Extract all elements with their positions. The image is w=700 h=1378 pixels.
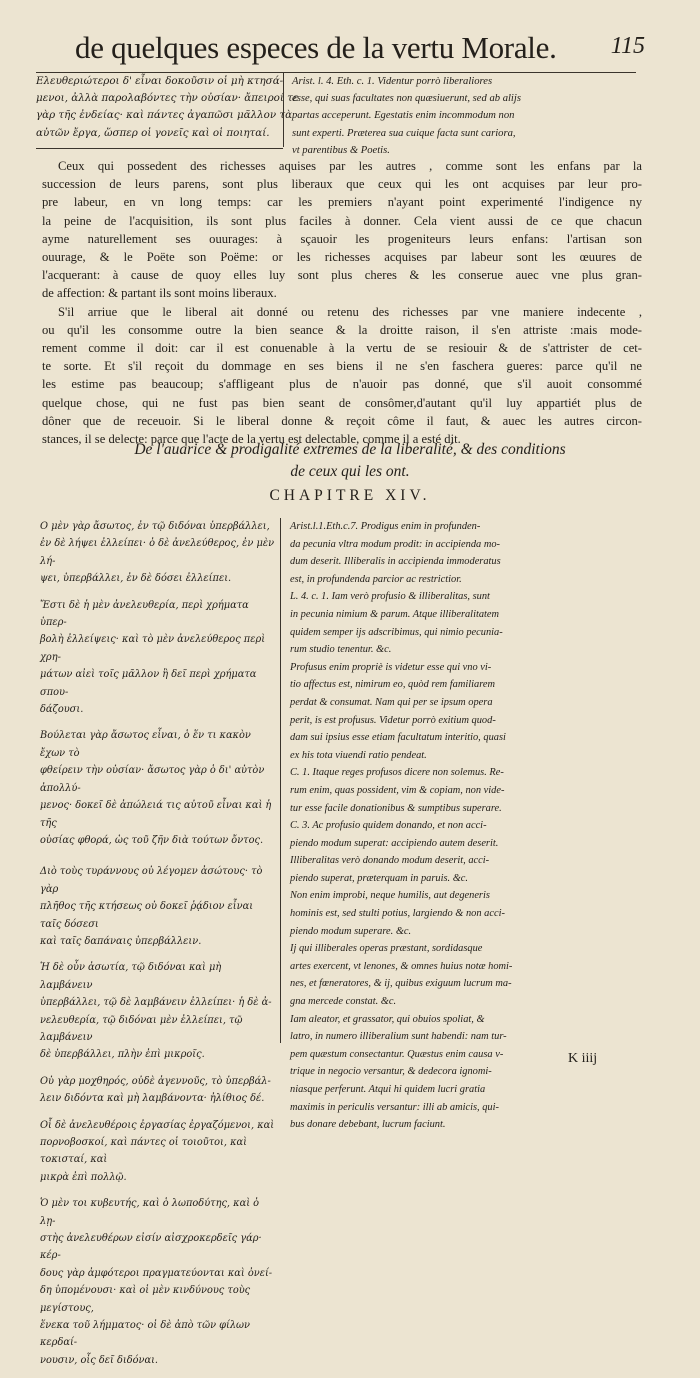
latin-line: sunt experti. Præterea sua cuique facta sunt cariora, [292,127,516,139]
greek-paragraph [40,597,276,719]
latin-line: nes, et fœneratores, & ij, quibus exiguum lucrum ma- [290,978,512,990]
latin-line: Profusus enim propriè is videtur esse qui vno vi- [290,661,492,673]
greek-line: Ο μὲν γὰρ ἄσωτος, ἐν τῷ διδόναι ὑπερβάλλει, [40,521,270,532]
latin-line: tio affectus est, nimirum eo, quòd rem familiarem [290,679,496,691]
greek-paragraph [40,863,276,950]
latin-line: Ij qui illiberales operas præstant, sordidasque [290,943,483,955]
column-divider [280,518,281,1043]
latin-line: vt parentibus & Poetis. [292,144,390,156]
chapter-heading: CHAPITRE XIV. [269,487,431,504]
latin-line: est, in profundenda parcior ac restrictior. [290,573,462,585]
latin-line: hominis est, sed stulti potius, largiendo & non acci- [290,908,505,920]
latin-line: perdat & consumat. Nam qui per se ipsum opera [290,696,493,708]
top-greek-quote [36,73,299,142]
greek-paragraph [40,1073,276,1108]
text-line: te sorte. Et s'il reçoit du dommage en ses biens il ne s'en faschera gueres: parce qu'il ne [42,359,642,374]
latin-line: C. 1. Itaque reges profusos dicere non solemus. Re- [290,767,504,779]
latin-line: artes exercent, vt lenones, & omnes huius notæ homi- [290,960,513,972]
section-title [60,439,640,483]
latin-line: bus donare debebant, lucrum faciunt. [290,1119,446,1131]
text-line: ou qu'il les consomme outre la bien seance & la droitte raison, il s'en attriste :mais mode- [42,322,642,337]
top-latin-quote [292,73,642,159]
greek-paragraph [40,1195,276,1369]
greek-line: μικρὰ ἐπὶ πολλῷ. [40,1171,127,1183]
greek-line: πλῆθος τῆς κτήσεως οὐ δοκεῖ ῥᾴδιον εἶναι ταῖς δόσεσι [40,901,254,930]
latin-line: trique in negocio versantur, & dedecora ignomi- [290,1066,492,1078]
greek-line: ὑπερβάλλει, τῷ δὲ λαμβάνειν ἐλλείπει· ἡ δὲ ἀ- [40,997,272,1009]
text-line: Ceux qui possedent des richesses aquises par les autres , comme sont les enfans par la [58,159,642,173]
latin-line: piendo superat, præterquam in paruis. &c. [290,872,468,884]
latin-line: in pecunia nimium & parum. Atque illiberalitatem [290,608,500,620]
greek-line: Ἔστι δὲ ἡ μὲν ἀνελευθερία, περὶ χρήματα ὑπερ- [40,599,249,629]
latin-line: niasque perferunt. Atqui hi quidem lucri gratia [290,1084,486,1095]
latin-line: pem quæstum consectantur. Quæstus enim causa v- [290,1048,504,1060]
greek-line: ἕνεκα τοῦ λήμματος· οἱ δὲ ἀπὸ τῶν φίλων κερδαί- [40,1320,250,1349]
latin-line: dam sui ipsius esse etiam facultatum interitio, quasi [290,732,506,744]
latin-line: piendo modum superare. &c. [290,925,412,937]
greek-line: γὰρ τῆς ἐνδείας· καὶ πάντες ἀγαπῶσι μᾶλλον τὰ [36,109,293,122]
greek-line: βολὴ ἐλλείψεις· καὶ τὸ μὲν ἀνελεύθερος περὶ χρη- [40,634,266,663]
running-header [75,30,645,74]
greek-line: δους γὰρ ἀμφότεροι πραγματεύονται καὶ ὀνεί- [40,1267,273,1279]
greek-line: ψει, ὑπερβάλλει, ἐν δὲ δόσει ἐλλείπει. [40,573,232,585]
greek-line: δάζουσι. [40,704,84,716]
latin-line: Non enim improbi, neque humilis, aut degeneris [290,890,490,902]
greek-line: οὐσίας φθορά, ὡς τοῦ ζῆν διὰ τούτων ὄντος. [40,834,264,846]
greek-line: μενοι, ἀλλὰ παρολαβόντες τὴν οὐσίαν· ἄπειροί τε [36,92,299,105]
latin-line: perit, is est profusus. Videtur porrò exitium quod- [290,714,496,726]
greek-paragraph [40,727,276,849]
greek-paragraph [40,959,276,1063]
latin-line: Iam aleator, et grassator, qui obuios spoliat, & [290,1013,485,1025]
text-line: de affection: & partant ils sont moins liberaux. [42,286,277,301]
latin-line: tur esse facile donationibus & sumptibus superare. [290,802,502,814]
greek-line: Οἷ δὲ ἀνελευθέροις ἐργασίας ἐργαζόμενοι, καὶ [40,1119,275,1131]
text-line: les estime pas beaucoup; s'affligeant plus de n'auoir pas donné, que s'il auoit consommé [42,377,642,392]
latin-line: maximis in periculis versantur: illi ab amicis, qui- [290,1101,499,1113]
main-text [42,157,642,448]
greek-line: Διὸ τοὺς τυράννους οὐ λέγομεν ἀσώτους· τὸ γὰρ [40,866,263,895]
greek-line: Οὐ γὰρ μοχθηρός, οὐδὲ ἀγεννοῦς, τὸ ὑπερβάλ- [40,1075,271,1087]
greek-line: καὶ ταῖς δαπάναις ὑπερβάλλειν. [40,935,202,947]
latin-line: rum enim, quas possident, vim & copiam, non vide- [290,784,505,796]
latin-line: quidem semper ijs adscribimus, qui nimio pecunia- [290,626,503,638]
latin-line: piendo modum superat: accipiendo autem deserit. [290,837,499,849]
section-title-line: De l'auarice & prodigalité extremes de la liberalité, & des conditions [134,441,566,458]
greek-line: Βούλεται γὰρ ἄσωτος εἶναι, ὁ ἕν τι κακὸν ἔχων τὸ [40,730,251,759]
greek-line: αὐτῶν ἔργα, ὥσπερ οἱ γονεῖς καὶ οἱ ποιηταί. [36,126,270,139]
greek-paragraph [40,1117,276,1187]
greek-line: στὴς ἀνελευθέρων εἰσίν αἰσχροκερδεῖς γάρ· κέρ- [40,1233,262,1262]
latin-line: ex his tota viuendi ratio pendeat. [290,749,427,761]
latin-column [290,518,650,1134]
greek-line: δη ὑπομένουσι· καὶ οἱ μὲν κινδύνους τοὺς μεγίστους, [40,1285,251,1314]
text-line: dôner que de receuoir. Si le liberal donne & reçoit côme il faut, & auec les autres circon- [42,413,642,428]
latin-line: da pecunia vltra modum prodit: in accipienda mo- [290,538,500,550]
greek-line: νελευθερία, τῷ διδόναι μὲν ἐλλείπει, τῷ λαμβάνειν [40,1014,243,1043]
greek-paragraph [40,518,276,588]
latin-line: Arist.l.1.Eth.c.7. Prodigus enim in profunden- [290,521,481,532]
greek-line: νουσιν, οἷς δεῖ διδόναι. [40,1354,159,1366]
latin-line: gna mercede constat. &c. [290,996,397,1008]
latin-line: latro, in numero illiberalium sunt habendi: nam tur- [290,1031,507,1043]
latin-line: C. 3. Ac profusio quidem donando, et non acci- [290,820,487,832]
text-line: ayme naturellement ses ouurages: à sçauoir les progeniteurs leurs enfans: l'artisan son [42,231,642,246]
text-line: ouurage, & le Poëte son Poëme: or les richesses acquises par labeur sont les œuures de [42,250,642,265]
greek-line: Ἡ δὲ οὖν ἀσωτία, τῷ διδόναι καὶ μὴ λαμβάνειν [40,962,222,991]
greek-line: πορνοβοσκοί, καὶ πάντες οἱ τοιοῦτοι, καὶ τοκισταί, καὶ [40,1137,248,1166]
signature-mark: K iiij [568,1051,598,1066]
greek-line: Ελευθεριώτεροι δ' εἶναι δοκοῦσιν οἱ μὴ κτησά- [36,75,284,87]
section-title-line: de ceux qui les ont. [290,463,410,480]
page-number: 115 [610,33,645,59]
greek-line: μάτων αἰεὶ τοῖς μᾶλλον ἢ δεῖ περὶ χρήματα σπου- [40,669,257,698]
latin-line: Arist. l. 4. Eth. c. 1. Videntur porrò liberaliores [292,76,493,87]
text-line: quelque chose, qui ne fust pas bien seant de consômer,d'autant qu'il luy appartiét plus de [42,395,642,410]
text-line: l'acquerant: à cause de quoy elles luy sont plus cheres & les conserue auec vne plus gran- [42,268,642,283]
quote-rule [36,148,283,149]
latin-line: L. 4. c. 1. Iam verò profusio & illiberalitas, sunt [290,591,490,603]
greek-column [40,518,276,1378]
text-line: rement comme il doit: car il est conuenable à la vertu de se resiouir & de s'attrister de cet- [42,341,642,356]
latin-line: rum studio tenentur. &c. [290,644,392,656]
greek-line: μενος· δοκεῖ δὲ ἀπώλειά τις αὐτοῦ εἶναι καὶ ἡ τῆς [40,800,272,829]
latin-line: dum deserit. Illiberalis in accipienda immoderatus [290,556,501,568]
greek-line: ἐν δὲ λήψει ἐλλείπει· ὁ δὲ ἀνελεύθερος, ἐν μὲν λή- [40,538,275,567]
top-column-divider [283,73,284,147]
text-line: S'il arriue que le liberal ait donné ou retenu des richesses par vne maniere indecente , [58,304,642,319]
text-line: succession de leurs parens, sont plus liberaux que ceux qui les ont acquises par leur pro- [42,177,642,192]
text-line: stances, il se delecte: parce que l'acte de la vertu est delectable, comme il a esté dit. [42,432,461,447]
latin-line: esse, qui suas facultates non quæsiuerunt, sed ab alijs [292,93,521,105]
greek-line: φθείρειν τὴν οὐσίαν· ἄσωτος γὰρ ὁ δι' αὐτὸν ἀπολλύ- [40,765,265,794]
latin-line: Illiberalitas verò donando modum deserit, acci- [290,855,490,867]
text-line: la peine de l'acquisition, ils sont plus faciles à donner. Cela vient aussi de ce que chacun [42,213,642,228]
greek-line: Ὁ μὲν τοι κυβευτής, καὶ ὁ λωποδύτης, καὶ ὁ λῃ- [40,1198,260,1227]
greek-line: λειν διδόντα καὶ μὴ λαμβάνοντα· ἠλίθιος δέ. [40,1093,265,1105]
text-line: pre labeur, en vn long temps: car les premiers n'ayant point experimenté l'indigence ny [42,195,642,210]
running-title: de quelques especes de la vertu Morale. [75,30,557,65]
latin-line: partas acceperunt. Egestatis enim incommodum non [292,110,515,122]
greek-line: δὲ ὑπερβάλλει, πλὴν ἐπὶ μικροῖς. [40,1049,205,1061]
